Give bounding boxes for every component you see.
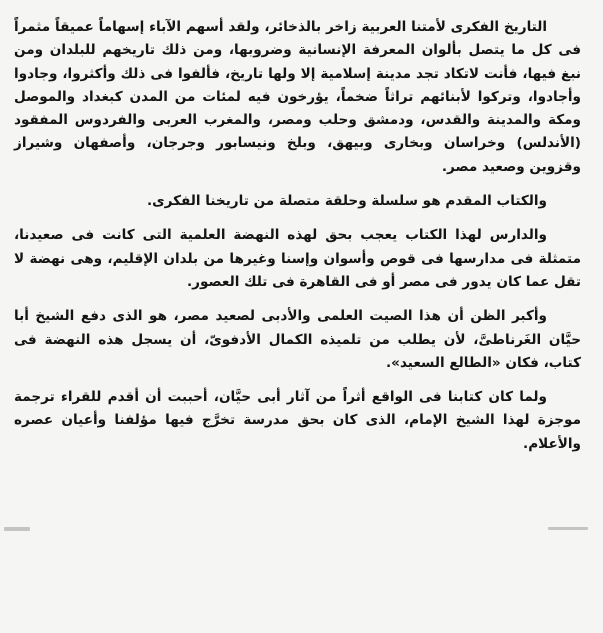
paragraph-abu-hayyan-request: وأكبر الظن أن هذا الصيت العلمى والأدبى لصعيد مصر، هو الذى دفع الشيخ أبا حيَّان الغَرناطىَّ، لأن يطلب من تلميذه الكمال الأدفوىّ، أن يسجل هذه النهضة فى كتاب، فكان «الطالع السعيد».: [14, 308, 581, 371]
paragraph-history-of-cities: التاريخ الفكرى لأمتنا العربية زاخر بالذخائر، ولقد أسهم الآباء إسهاماً عميقاً مثمراً فى كل ما يتصل بألوان المعرفة الإنسانية وضروبها، ومن ذلك تاريخهم للبلدان ومن نبغ فيها، فأنت لاتكاد تجد مدينة إسلامية إلا ولها تاريخ، فألفوا فى ذلك وأكثروا، وجادوا وأجادوا، وتركوا لأبنائهم تراثاً ضخماً، يؤرخون فيه لمئات من المدن كبغداد والموصل ومكة والمدينة والقدس، ودمشق وحلب ومصر، والمغرب العربى والفردوس المفقود (الأندلس) وخراسان وبخارى وبيهق، وبلخ ونيسابور وجرجان، وأصفهان وشيراز وقزوين وصعيد مصر.: [14, 19, 581, 175]
paragraph-gap: [14, 213, 581, 224]
paragraph-scientific-renaissance: والدارس لهذا الكتاب يعجب بحق لهذه النهضة العلمية التى كانت فى صعيدنا، متمثلة فى مدارسها فى قوص وأسوان وإسنا وغيرها من بلدان الإقليم، وهى نهضة لا تقل عما كان يدور فى مصر أو فى القاهرة فى تلك العصور.: [14, 227, 581, 290]
scan-artifact-mark: [4, 527, 30, 531]
paragraph-gap: [14, 375, 581, 386]
paragraph-book-link: والكتاب المقدم هو سلسلة وحلقة متصلة من تاريخنا الفكرى.: [146, 193, 547, 210]
paragraph-gap: [14, 179, 581, 190]
scan-artifact-mark: [548, 527, 588, 530]
paragraph-gap: [14, 294, 581, 305]
paragraph-biography-intro: ولما كان كتابنا فى الواقع أثراً من آثار أبى حيَّان، أحببت أن أقدم للقراء ترجمة موجزة لهذا الشيخ الإمام، الذى كان بحق مدرسة تخرَّج فيها مؤلفنا وأعيان عصره والأعلام.: [14, 389, 581, 452]
article-body: [14, 16, 581, 456]
